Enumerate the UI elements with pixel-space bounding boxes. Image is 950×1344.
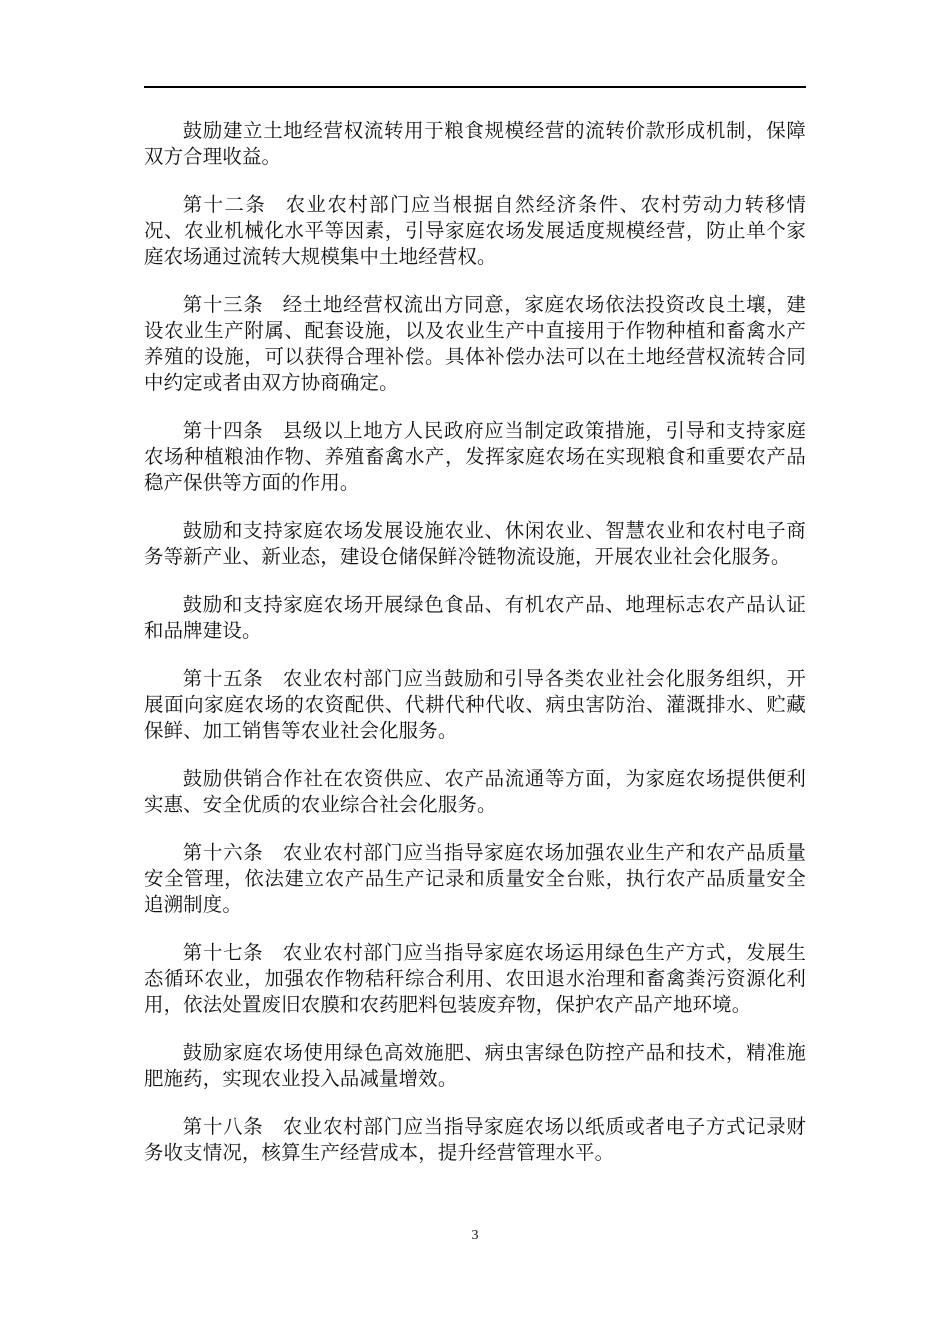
header-rule [144,86,806,88]
paragraph-article-13 [144,292,806,396]
paragraph-text: 农业农村部门应当指导家庭农场以纸质或者电子方式记录财务收支情况，核算生产经营成本，提升经营管理水平。 [144,1115,806,1164]
paragraph-article-12 [144,192,806,270]
article-label: 第十五条 [182,667,264,690]
paragraph-text: 鼓励家庭农场使用绿色高效施肥、病虫害绿色防控产品和技术，精准施肥施药，实现农业投入品减量增效。 [144,1041,806,1090]
paragraph-text: 鼓励供销合作社在农资供应、农产品流通等方面，为家庭农场提供便利实惠、安全优质的农业综合社会化服务。 [144,767,806,816]
document-body [144,118,806,1188]
paragraph-text: 县级以上地方人民政府应当制定政策措施，引导和支持家庭农场种植粮油作物、养殖畜禽水产，发挥家庭农场在实现粮食和重要农产品稳产保供等方面的作用。 [144,419,806,494]
paragraph-1 [144,118,806,170]
article-label: 第十二条 [182,193,267,216]
paragraph-article-16 [144,840,806,918]
paragraph-6 [144,592,806,644]
paragraph-text: 农业农村部门应当指导家庭农场加强农业生产和农产品质量安全管理，依法建立农产品生产记录和质量安全台账，执行农产品质量安全追溯制度。 [144,841,806,916]
paragraph-text: 鼓励和支持家庭农场发展设施农业、休闲农业、智慧农业和农村电子商务等新产业、新业态，建设仓储保鲜冷链物流设施，开展农业社会化服务。 [144,519,806,568]
paragraph-article-15 [144,666,806,744]
paragraph-text: 农业农村部门应当根据自然经济条件、农村劳动力转移情况、农业机械化水平等因素，引导家庭农场发展适度规模经营，防止单个家庭农场通过流转大规模集中土地经营权。 [144,193,806,268]
article-label: 第十三条 [182,293,264,316]
paragraph-article-14 [144,418,806,496]
article-label: 第十七条 [182,941,264,964]
paragraph-text: 经土地经营权流出方同意，家庭农场依法投资改良土壤，建设农业生产附属、配套设施，以及农业生产中直接用于作物种植和畜禽水产养殖的设施，可以获得合理补偿。具体补偿办法可以在土地经营权流转合同中约定或者由双方协商确定。 [144,293,806,394]
paragraph-5 [144,518,806,570]
paragraph-text: 农业农村部门应当指导家庭农场运用绿色生产方式，发展生态循环农业，加强农作物秸秆综合利用、农田退水治理和畜禽粪污资源化利用，依法处置废旧农膜和农药肥料包装废弃物，保护农产品产地环境。 [144,941,806,1016]
article-label: 第十四条 [182,419,264,442]
paragraph-text: 鼓励建立土地经营权流转用于粮食规模经营的流转价款形成机制，保障双方合理收益。 [144,119,806,168]
page-number: 3 [471,1228,479,1243]
paragraph-text: 鼓励和支持家庭农场开展绿色食品、有机农产品、地理标志农产品认证和品牌建设。 [144,593,806,642]
paragraph-article-18 [144,1114,806,1166]
article-label: 第十六条 [182,841,264,864]
paragraph-11 [144,1040,806,1092]
paragraph-text: 农业农村部门应当鼓励和引导各类农业社会化服务组织，开展面向家庭农场的农资配供、代耕代种代收、病虫害防治、灌溉排水、贮藏保鲜、加工销售等农业社会化服务。 [144,667,806,742]
paragraph-8 [144,766,806,818]
paragraph-article-17 [144,940,806,1018]
article-label: 第十八条 [182,1115,264,1138]
